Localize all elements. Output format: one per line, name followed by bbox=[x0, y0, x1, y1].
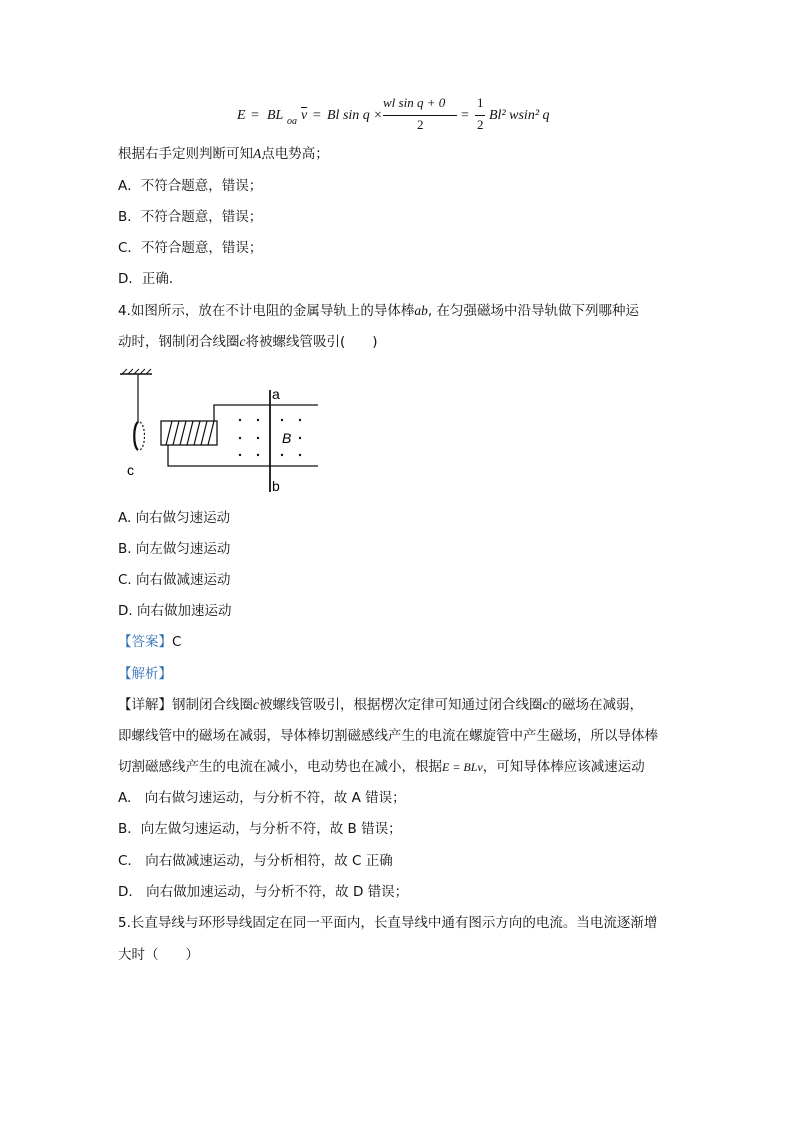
half-numerator: 1 bbox=[477, 95, 484, 110]
q4-stem-part1: 4.如图所示，放在不计电阻的金属导轨上的导体棒 bbox=[118, 303, 415, 319]
prev-option-a: A．不符合题意，错误； bbox=[118, 178, 263, 194]
q4-rod-ab: ab bbox=[414, 303, 428, 318]
q4-option-d: D. 向右做加速运动 bbox=[118, 603, 232, 619]
detail-coil-c: c bbox=[253, 697, 259, 712]
q4-option-c: C. 向右做减速运动 bbox=[118, 572, 231, 588]
formula-denominator: 2 bbox=[417, 117, 424, 132]
label-c: c bbox=[127, 462, 134, 478]
formula-times: × bbox=[374, 108, 382, 123]
detail3-part2: ，可知导体棒应该减速运动 bbox=[482, 759, 645, 775]
half-bar bbox=[475, 115, 485, 116]
q4-figure bbox=[118, 368, 318, 496]
formula-eq2: = bbox=[313, 108, 321, 123]
upper-rail bbox=[214, 405, 318, 421]
q4-analysis-a: A. 向右做匀速运动，与分析不符，故 A 错误； bbox=[118, 790, 406, 806]
q4-detail-line1 bbox=[118, 695, 643, 715]
formula-oa: oa bbox=[287, 116, 297, 127]
q4-stem-line2 bbox=[118, 332, 378, 352]
solenoid-windings bbox=[166, 421, 214, 445]
answer-value: C bbox=[172, 634, 182, 650]
q4-answer bbox=[118, 632, 181, 652]
prev-option-b: B．不符合题意，错误； bbox=[118, 209, 263, 225]
q4-stem-part2: , 在匀强磁场中沿导轨做下列哪种运 bbox=[427, 303, 639, 319]
formula-Blsinq: Bl sin q bbox=[327, 108, 370, 123]
q4-stem-part3: 动时，钢制闭合线圈 bbox=[118, 334, 240, 350]
label-B: B bbox=[282, 430, 292, 446]
q5-stem-line1: 5.长直导线与环形导线固定在同一平面内，长直导线中通有图示方向的电流。当电流逐渐增 bbox=[118, 915, 658, 931]
detail3-formula: E = BLv bbox=[442, 760, 483, 774]
label-a: a bbox=[272, 386, 280, 402]
formula-eq1: = bbox=[251, 108, 259, 123]
q4-detail-line3 bbox=[118, 757, 645, 777]
q4-analysis-c: C. 向右做减速运动，与分析相符，故 C 正确 bbox=[118, 853, 393, 869]
prev-option-c: C．不符合题意，错误； bbox=[118, 240, 263, 256]
detail1-part3: 的磁场在减弱， bbox=[548, 697, 643, 713]
ring-c bbox=[134, 422, 138, 450]
q4-stem-part4: 将被螺线管吸引( ) bbox=[245, 334, 378, 350]
point-A: A bbox=[253, 146, 262, 161]
answer-tag: 【答案】 bbox=[118, 634, 172, 650]
prev-conclusion-text: 根据右手定则判断可知 bbox=[118, 146, 253, 162]
q4-analysis-b: B．向左做匀速运动，与分析不符，故 B 错误； bbox=[118, 821, 402, 837]
q4-stem-line1 bbox=[118, 301, 639, 321]
formula-rhs: Bl² wsin² q bbox=[489, 108, 550, 123]
formula-E: E bbox=[237, 108, 246, 123]
lower-rail bbox=[168, 445, 318, 466]
formula-numerator: wl sin q + 0 bbox=[383, 95, 446, 110]
q4-option-a: A. 向右做匀速运动 bbox=[118, 510, 231, 526]
q4-analysis-d: D. 向右做加速运动，与分析不符，故 D 错误； bbox=[118, 884, 409, 900]
prev-conclusion-rest: 点电势高； bbox=[261, 146, 329, 162]
q4-analysis-tag: 【解析】 bbox=[118, 666, 172, 682]
q4-option-b: B. 向左做匀速运动 bbox=[118, 541, 231, 557]
emf-formula bbox=[237, 95, 567, 138]
detail-coil-c2: c bbox=[542, 697, 549, 712]
detail1-part1: 钢制闭合线圈 bbox=[172, 697, 253, 713]
q5-stem-line2: 大时（ ） bbox=[118, 947, 199, 963]
half-denominator: 2 bbox=[477, 117, 484, 132]
label-b: b bbox=[272, 478, 280, 494]
q4-detail-line2: 即螺线管中的磁场在减弱，导体棒切割磁感线产生的电流在螺旋管中产生磁场，所以导体棒 bbox=[118, 728, 658, 744]
q4-coil-c: c bbox=[239, 334, 246, 349]
formula-BL: BL bbox=[267, 108, 284, 123]
q4-diagram bbox=[118, 368, 318, 496]
detail3-part1: 切割磁感线产生的电流在减小，电动势也在减小，根据 bbox=[118, 759, 442, 775]
detail-tag: 【详解】 bbox=[118, 697, 172, 713]
formula-vbar: $\overline{v}$ bbox=[301, 108, 308, 123]
prev-conclusion bbox=[118, 144, 329, 164]
detail1-part2: 被螺线管吸引，根据楞次定律可知通过闭合线圈 bbox=[259, 697, 543, 713]
fraction-bar bbox=[383, 115, 457, 116]
formula-eq3: = bbox=[461, 108, 469, 123]
prev-option-d: D．正确． bbox=[118, 271, 183, 287]
